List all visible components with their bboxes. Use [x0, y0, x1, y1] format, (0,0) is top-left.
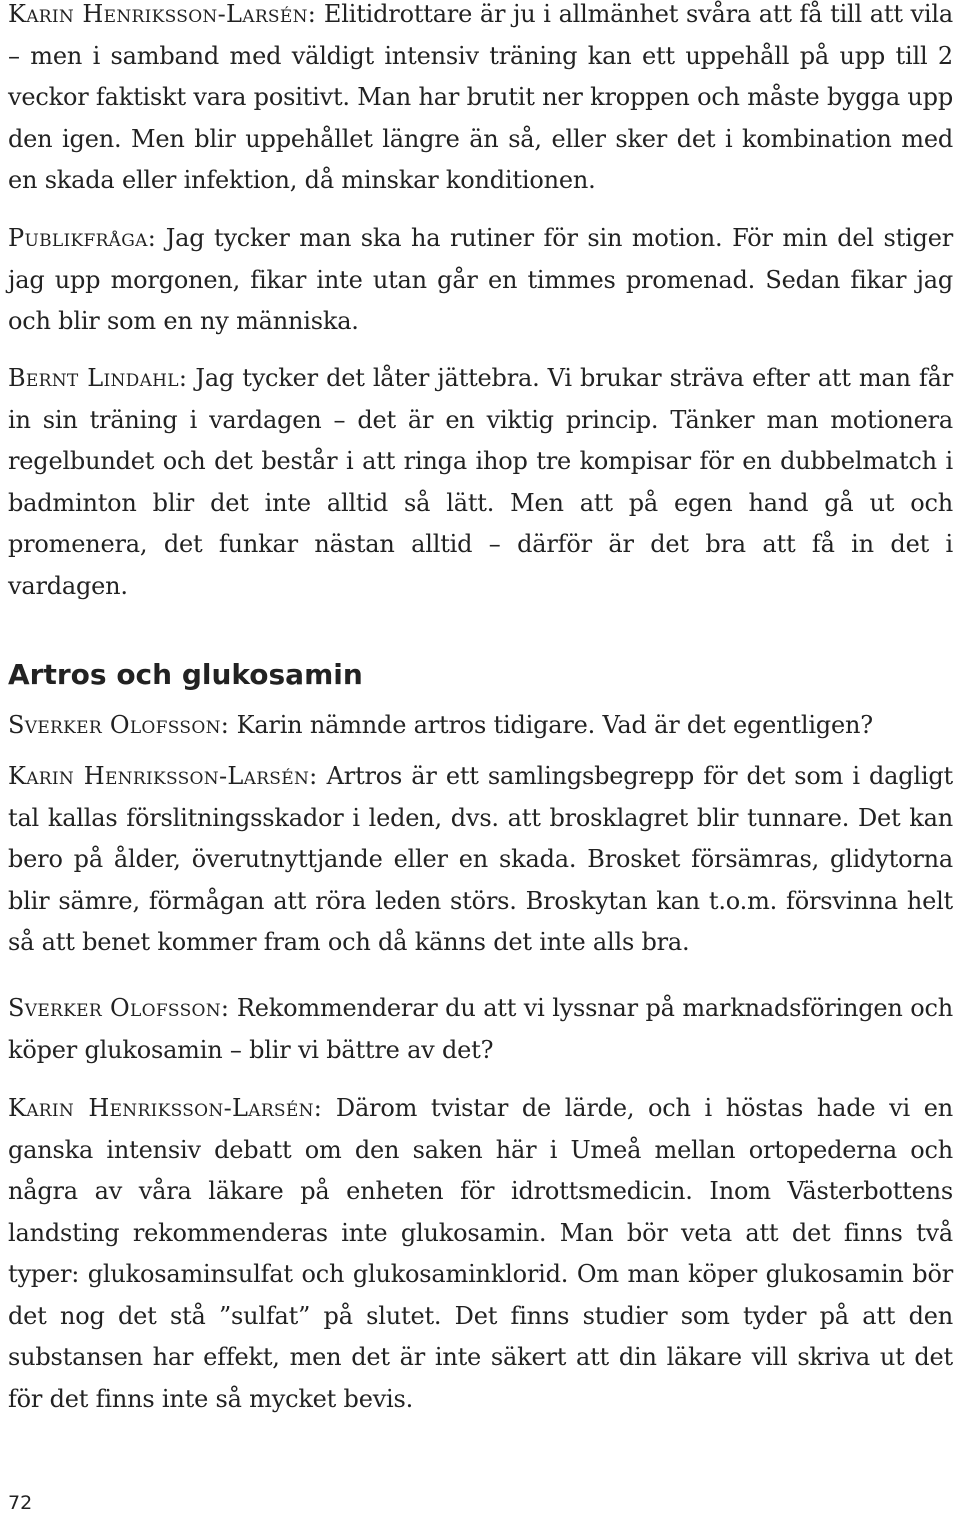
paragraph-text: Artros är ett samlingsbegrepp för det som i dagligt tal kallas förslitningsskador i leden, dvs. att brosklagret blir tunnare. Det kan bero på ålder, överutnyttjande eller en skada. Brosket försämras, glidytorna blir sämre, förmågan att röra leden störs. Broskytan kan t.o.m. försvinna helt så att benet kommer fram och då känns det inte alls bra. [8, 762, 953, 956]
paragraph [8, 1088, 953, 1420]
paragraph [8, 0, 953, 202]
speaker-name: Sverker Olofsson: [8, 994, 230, 1022]
speaker-name: Karin Henriksson-Larsén: [8, 1094, 323, 1122]
speaker-name: Karin Henriksson-Larsén: [8, 0, 317, 28]
section-heading: Artros och glukosamin [8, 658, 363, 691]
paragraph [8, 358, 953, 607]
paragraph [8, 705, 953, 747]
paragraph [8, 218, 953, 343]
paragraph-text: Karin nämnde artros tidigare. Vad är det egentligen? [229, 711, 873, 739]
paragraph [8, 988, 953, 1071]
page-number: 72 [8, 1492, 33, 1514]
speaker-name: Karin Henriksson-Larsén: [8, 762, 318, 790]
paragraph-text: Därom tvistar de lärde, och i höstas hade vi en ganska intensiv debatt om den saken här i Umeå mellan ortopederna och några av våra läkare på enheten för idrottsmedicin. Inom Västerbottens landsting rekommenderas inte glukosamin. Man bör veta att det finns två typer: glukosaminsulfat och glukosaminklorid. Om man köper glukosamin bör det nog det stå ”sulfat” på slutet. Det finns studier som tyder på att den substansen har effekt, men det är inte säkert att din läkare vill skriva ut det för det finns inte så mycket bevis. [8, 1094, 953, 1413]
speaker-name: Publikfråga: [8, 224, 157, 252]
paragraph-text: Jag tycker man ska ha rutiner för sin motion. För min del stiger jag upp morgonen, fikar inte utan går en timmes promenad. Sedan fikar jag och blir som en ny människa. [8, 224, 953, 335]
paragraph-text: Elitidrottare är ju i allmänhet svåra att få till att vila – men i samband med väldigt intensiv träning kan ett uppehåll på upp till 2 veckor faktiskt vara positivt. Man har brutit ner kroppen och måste bygga upp den igen. Men blir uppehållet längre än så, eller sker det i kombination med en skada eller infektion, då minskar konditionen. [8, 0, 953, 194]
speaker-name: Bernt Lindahl: [8, 364, 188, 392]
paragraph [8, 756, 953, 964]
speaker-name: Sverker Olofsson: [8, 711, 230, 739]
paragraph-text: Jag tycker det låter jättebra. Vi brukar sträva efter att man får in sin träning i vardagen – det är en viktig princip. Tänker man motionera regelbundet och det består i att ringa ihop tre kompisar för en dubbelmatch i badminton blir det inte alltid så lätt. Men att på egen hand gå ut och promenera, det funkar nästan alltid – därför är det bra att få in det i vardagen. [8, 364, 953, 600]
paragraph-text: Rekommenderar du att vi lyssnar på marknadsföringen och köper glukosamin – blir vi bättre av det? [8, 994, 954, 1064]
